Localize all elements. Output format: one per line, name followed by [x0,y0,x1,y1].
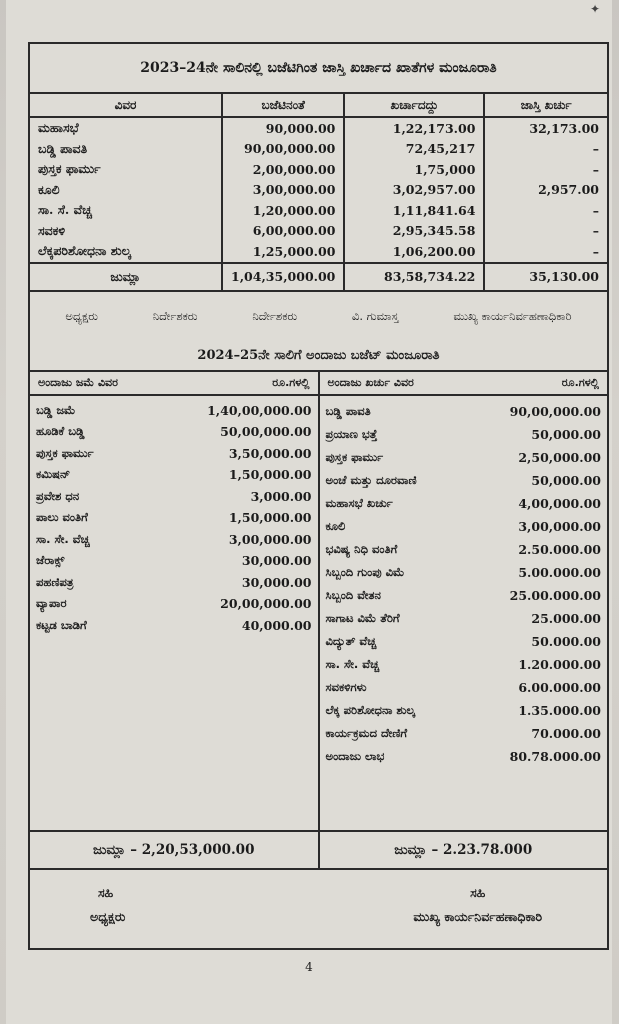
row-value: – [592,243,599,259]
item-label: ಲೆಕ್ಕ ಪರಿಶೋಧನಾ ಶುಲ್ಕ [325,702,415,717]
item-label: ವ್ಯಾಪಾರ [36,596,67,611]
item-label: ಪುಸ್ತಕ ಫಾರ್ಮು [36,445,94,460]
item-amount: 20,00,000.00 [220,596,312,612]
list-item [36,593,312,615]
president-signature [30,870,349,940]
section2-title: 2024–25ನೇ ಸಾಲಿಗೆ ಅಂದಾಜು ಬಜೆಟ್ ಮಂಜೂರಾತಿ [30,342,607,372]
item-label: ಬಡ್ಡಿ ಜಮೆ [36,402,76,417]
item-label: ಪುಸ್ತಕ ಫಾರ್ಮು [325,449,384,464]
item-label: ಅಂಚೆ ಮತ್ತು ದೂರವಾಣಿ [325,472,417,487]
overspend-table [30,94,607,292]
item-amount: 3,00,000.00 [228,531,312,547]
item-amount: 25.00.000.00 [509,587,601,603]
row-value: – [592,141,599,157]
list-item [326,469,602,492]
table-total-row [30,263,607,291]
item-label: ಪಹಣಿಪತ್ರ [36,574,74,589]
signature-block [30,870,607,940]
item-amount: 50,00,000.00 [220,424,312,440]
table-header-row [30,94,607,117]
item-label: ಭವಿಷ್ಯ ನಿಧಿ ವಂತಿಗೆ [325,541,398,556]
totals-row [30,830,607,870]
item-label: ಮಹಾಸಭೆ ಖರ್ಚು [325,495,393,510]
table-row [30,200,607,221]
sign-role: ಅಧ್ಯಕ್ಷರು [90,908,126,924]
list-item [326,745,602,768]
document-page [6,0,612,1024]
item-amount: 50,000.00 [531,472,601,488]
ceo-signature [349,870,608,940]
list-item [326,607,602,630]
list-item [36,550,312,572]
list-item [326,400,602,423]
item-amount: 90,00,000.00 [509,403,601,419]
list-item [326,722,602,745]
list-item [36,464,312,486]
row-value: 90,00,000.00 [222,139,344,160]
row-label: ಬಡ್ಡಿ ಪಾವತಿ [30,139,222,160]
total-spent: 83,58,734.22 [344,263,484,291]
row-value: – [592,223,599,239]
row-value: 3,00,000.00 [222,180,344,201]
item-amount: 50.000.00 [531,633,601,649]
row-value: 1,11,841.64 [344,200,484,221]
expense-header [320,372,608,396]
row-value: 1,25,000.00 [222,241,344,263]
row-value: 3,02,957.00 [344,180,484,201]
list-item [36,572,312,594]
item-amount: 1,50,000.00 [228,510,312,526]
income-header-unit: ರೂ.ಗಳಲ್ಲಿ [272,375,310,389]
item-label: ಸಾಗಾಟ ವಿಮೆ ತೆರಿಗೆ [325,610,400,625]
table-row [30,180,607,201]
row-label: ಸವಕಳಿ [30,221,222,242]
item-amount: 1.35.000.00 [518,702,601,718]
row-value: – [592,202,599,218]
budget-frame [28,42,609,950]
table-row [30,221,607,242]
item-amount: 2,50,000.00 [518,449,601,465]
sign-label: ಸಹಿ [470,884,486,900]
page-number: 4 [305,960,313,974]
item-amount: 50,000.00 [531,426,601,442]
total-label: ಜುಮ್ಲಾ [30,263,222,291]
expense-list [320,396,608,768]
item-amount: 1,40,00,000.00 [207,402,312,418]
expense-total: ಜುಮ್ಲಾ – 2.23.78.000 [394,841,533,858]
item-label: ಪಾಲು ವಂತಿಗೆ [36,510,88,525]
item-label: ಕೂಲಿ [325,518,346,533]
list-item [326,699,602,722]
item-amount: 1.20.000.00 [518,656,601,672]
signatory: ವಿ. ಗುಮಾಸ್ತ [351,309,399,323]
item-label: ಜೆರಾಕ್ಸ್ [36,553,65,568]
item-label: ಅಂದಾಜು ಲಾಭ [325,748,385,763]
row-label: ಲೆಕ್ಕಪರಿಶೋಧನಾ ಶುಲ್ಕ [30,241,222,263]
item-label: ಬಡ್ಡಿ ಪಾವತಿ [325,403,371,418]
sign-role: ಮುಖ್ಯ ಕಾರ್ಯನಿರ್ವಹಣಾಧಿಕಾರಿ [413,908,543,924]
list-item [326,423,602,446]
list-item [326,676,602,699]
list-item [326,584,602,607]
list-item [36,615,312,637]
item-amount: 3,000.00 [250,488,312,504]
table-row [30,159,607,180]
signatory: ಮುಖ್ಯ ಕಾರ್ಯನಿರ್ವಹಣಾಧಿಕಾರಿ [453,309,572,323]
list-item [326,630,602,653]
item-label: ಸವಕಳಿಗಳು [325,679,367,694]
item-amount: 3,00,000.00 [518,518,601,534]
list-item [326,515,602,538]
list-item [36,529,312,551]
list-item [326,446,602,469]
list-item [326,492,602,515]
income-header-label: ಅಂದಾಜು ಜಮೆ ವಿವರ [38,375,118,389]
item-amount: 1,50,000.00 [228,467,312,483]
signatory: ನಿರ್ದೇಶಕರು [252,309,298,323]
item-label: ಕಾರ್ಯಕ್ರಮದ ದೇಣಿಗೆ [325,725,408,740]
row-value: 1,22,173.00 [344,117,484,139]
expense-header-label: ಅಂದಾಜು ಖರ್ಚು ವಿವರ [327,375,414,389]
total-excess: 35,130.00 [484,263,607,291]
item-label: ಪ್ರವೇಶ ಧನ [36,488,80,503]
col-header: ಬಜೆಟಿನಂತೆ [222,94,344,117]
item-label: ಹೂಡಿಕೆ ಬಡ್ಡಿ [36,424,85,439]
section1-title: 2023–24ನೇ ಸಾಲಿನಲ್ಲಿ ಬಜೆಟಿಗಿಂತ ಜಾಸ್ತಿ ಖರ್ಚಾದ ಖಾತೆಗಳ ಮಂಜೂರಾತಿ [30,44,607,94]
signatory: ಅಧ್ಯಕ್ಷರು [65,309,98,323]
item-amount: 30,000.00 [241,574,312,590]
total-budget: 1,04,35,000.00 [222,263,344,291]
table-row [30,241,607,263]
row-value: 90,000.00 [222,117,344,139]
row-value: 1,06,200.00 [344,241,484,263]
list-item [326,653,602,676]
item-label: ಸಾ. ಸೇ. ವೆಚ್ಚ [36,531,90,546]
row-value: 2,95,345.58 [344,221,484,242]
col-header: ಜಾಸ್ತಿ ಖರ್ಚು [484,94,607,117]
list-item [36,443,312,465]
col-header: ವಿವರ [30,94,222,117]
item-amount: 70.000.00 [531,725,601,741]
budget-columns [30,372,607,830]
row-value: 1,75,000 [344,159,484,180]
sign-label: ಸಹಿ [98,884,114,900]
row-value: 32,173.00 [529,120,599,136]
item-amount: 2.50.000.00 [518,541,601,557]
item-amount: 25.000.00 [531,610,601,626]
item-label: ವಿದ್ಯುತ್ ವೆಚ್ಚ [325,633,377,648]
table-row [30,117,607,139]
row-value: 6,00,000.00 [222,221,344,242]
item-amount: 80.78.000.00 [509,748,601,764]
row-label: ಕೂಲಿ [30,180,222,201]
signatories-row [30,292,607,342]
item-amount: 3,50,000.00 [228,445,312,461]
item-label: ಸಾ. ಸೇ. ವೆಚ್ಚ [325,656,380,671]
row-label: ಮಹಾಸಭೆ [30,117,222,139]
item-amount: 4,00,000.00 [518,495,601,511]
income-header [30,372,318,396]
list-item [36,486,312,508]
list-item [36,421,312,443]
item-amount: 5.00.000.00 [518,564,601,580]
list-item [36,400,312,422]
item-label: ಕಟ್ಟಡ ಬಾಡಿಗೆ [36,617,87,632]
item-amount: 6.00.000.00 [518,679,601,695]
item-amount: 30,000.00 [241,553,312,569]
income-total: ಜುಮ್ಲಾ – 2,20,53,000.00 [30,832,320,868]
col-header: ಖರ್ಚಾದದ್ದು [344,94,484,117]
row-label: ಪುಸ್ತಕ ಫಾರ್ಮು [30,159,222,180]
row-value: 2,957.00 [538,182,599,198]
list-item [326,561,602,584]
item-amount: 40,000.00 [241,617,312,633]
expense-column [320,372,608,830]
table-row [30,139,607,160]
row-label: ಸಾ. ಸೆ. ವೆಚ್ಚ [30,200,222,221]
item-label: ಕಮಿಷನ್ [36,467,71,482]
row-value: 2,00,000.00 [222,159,344,180]
item-label: ಸಿಬ್ಬಂದಿ ಗುಂಪು ವಿಮೆ [325,564,405,579]
row-value: – [592,161,599,177]
row-value: 1,20,000.00 [222,200,344,221]
list-item [326,538,602,561]
row-value: 72,45,217 [344,139,484,160]
expense-header-unit: ರೂ.ಗಳಲ್ಲಿ [561,375,599,389]
income-list [30,396,318,637]
ornament-icon: ✦ [589,2,600,16]
item-label: ಪ್ರಯಾಣ ಭತ್ತೆ [325,426,378,441]
income-column [30,372,320,830]
list-item [36,507,312,529]
signatory: ನಿರ್ದೇಶಕರು [152,309,198,323]
item-label: ಸಿಬ್ಬಂದಿ ವೇತನ [325,587,381,602]
